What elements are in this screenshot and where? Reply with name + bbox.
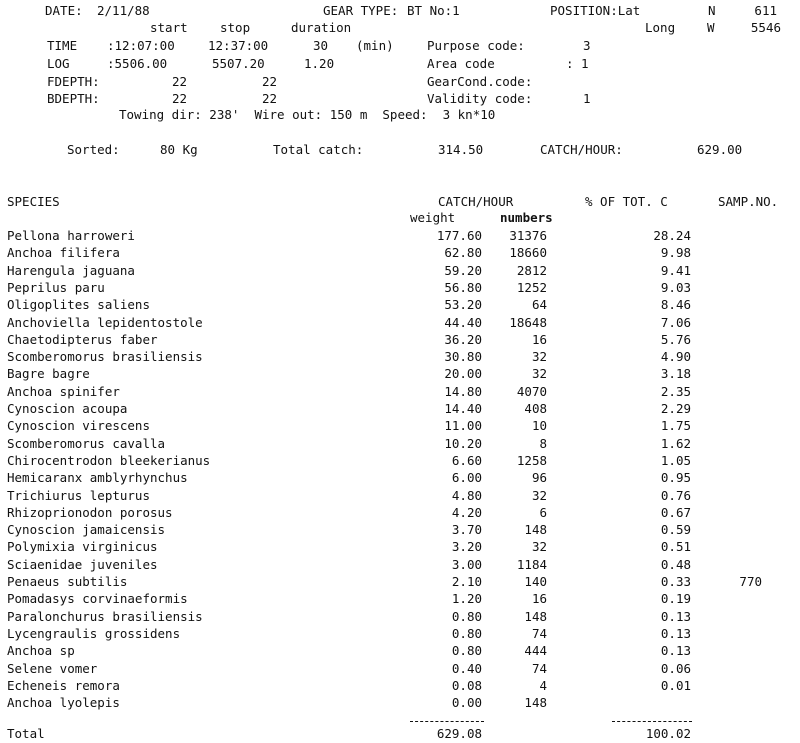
- species-cell: Rhizoprionodon porosus: [7, 504, 173, 520]
- col-catch-hour-header: CATCH/HOUR: [438, 194, 514, 209]
- lat-dir: N: [708, 3, 716, 18]
- numbers-cell: 32: [531, 366, 547, 382]
- pct-cell: 0.48: [660, 556, 691, 572]
- total-label: Total: [7, 726, 45, 741]
- table-row: [0, 694, 800, 711]
- species-cell: Peprilus paru: [7, 279, 105, 295]
- species-cell: Lycengraulis grossidens: [7, 625, 181, 641]
- gear-type-value: BT No:1: [407, 3, 460, 18]
- numbers-cell: 64: [531, 297, 547, 313]
- pct-cell: 0.59: [660, 522, 691, 538]
- species-cell: Selene vomer: [7, 660, 98, 676]
- table-row: [0, 262, 800, 279]
- numbers-cell: 1184: [516, 556, 547, 572]
- time-stop: 12:37:00: [208, 38, 269, 53]
- weight-cell: 20.00: [444, 366, 482, 382]
- pct-cell: 9.98: [660, 245, 691, 261]
- weight-cell: 59.20: [444, 262, 482, 278]
- table-row: [0, 677, 800, 694]
- purpose-code-value: 3: [583, 38, 591, 53]
- total-catch-label: Total catch:: [273, 142, 364, 157]
- numbers-cell: 148: [524, 522, 547, 538]
- weight-cell: 177.60: [436, 228, 482, 243]
- col-stop-label: stop: [220, 20, 251, 35]
- weight-cell: 14.40: [444, 401, 482, 416]
- species-cell: Penaeus subtilis: [7, 574, 128, 589]
- table-row: [0, 400, 800, 417]
- numbers-cell: 140: [524, 574, 547, 589]
- weight-cell: 36.20: [444, 331, 482, 347]
- fdepth-start: 22: [172, 74, 188, 89]
- table-row: [0, 279, 800, 296]
- table-row: [0, 331, 800, 348]
- species-cell: Chaetodipterus faber: [7, 331, 158, 347]
- table-row: [0, 590, 800, 607]
- table-row: [0, 504, 800, 521]
- weight-cell: 3.00: [451, 556, 482, 572]
- col-samp-header: SAMP.NO.: [718, 194, 779, 209]
- weight-total-rule: [410, 721, 484, 722]
- pct-cell: 1.75: [660, 418, 691, 434]
- pct-cell: 0.33: [660, 574, 691, 589]
- log-stop: 5507.20: [212, 56, 265, 71]
- weight-cell: 14.80: [444, 383, 482, 399]
- numbers-cell: 32: [531, 539, 547, 555]
- date-label: DATE:: [45, 3, 83, 18]
- long-label: Long: [645, 20, 676, 35]
- weight-cell: 56.80: [444, 279, 482, 295]
- pct-cell: 5.76: [660, 331, 691, 347]
- pct-cell: 3.18: [660, 366, 691, 382]
- validity-code-value: 1: [583, 91, 591, 106]
- species-cell: Chirocentrodon bleekerianus: [7, 452, 211, 468]
- towing-line: Towing dir: 238' Wire out: 150 m Speed: 3 kn*10: [119, 107, 496, 122]
- validity-code-label: Validity code:: [427, 91, 533, 106]
- weight-cell: 6.00: [451, 470, 482, 486]
- numbers-cell: 148: [524, 608, 547, 624]
- numbers-cell: 18648: [509, 314, 547, 330]
- time-unit: (min): [356, 38, 394, 53]
- total-weight: 629.08: [436, 726, 482, 741]
- sorted-label: Sorted:: [67, 142, 120, 157]
- pct-cell: 0.13: [660, 643, 691, 659]
- table-row: [0, 417, 800, 434]
- numbers-cell: 16: [531, 591, 547, 607]
- numbers-cell: 4070: [516, 383, 547, 399]
- table-row: [0, 625, 800, 642]
- numbers-cell: 8: [539, 435, 547, 451]
- samp-no-cell: 770: [739, 574, 762, 589]
- table-row: [0, 452, 800, 469]
- numbers-cell: 74: [531, 625, 547, 641]
- pct-cell: 7.06: [660, 314, 691, 330]
- table-row: [0, 227, 800, 244]
- time-start: :12:07:00: [107, 38, 175, 53]
- numbers-cell: 18660: [509, 245, 547, 261]
- table-row: [0, 383, 800, 400]
- pct-cell: 0.19: [660, 591, 691, 607]
- area-code-value: : 1: [566, 56, 589, 71]
- species-cell: Anchoa lyolepis: [7, 695, 120, 711]
- weight-cell: 3.20: [451, 539, 482, 555]
- weight-cell: 62.80: [444, 245, 482, 261]
- weight-cell: 0.80: [451, 643, 482, 659]
- pct-cell: 0.01: [660, 677, 691, 693]
- numbers-cell: 10: [531, 418, 547, 434]
- species-cell: Paralonchurus brasiliensis: [7, 608, 203, 624]
- sub-weight-header: weight: [410, 210, 456, 225]
- weight-cell: 4.80: [451, 487, 482, 503]
- col-species-header: SPECIES: [7, 194, 60, 209]
- pct-cell: 2.35: [660, 383, 691, 399]
- species-cell: Cynoscion virescens: [7, 418, 150, 434]
- weight-cell: 2.10: [451, 574, 482, 589]
- table-row: [0, 608, 800, 625]
- table-row: [0, 244, 800, 261]
- species-cell: Anchoviella lepidentostole: [7, 314, 203, 330]
- numbers-cell: 96: [531, 470, 547, 486]
- pct-cell: 1.62: [660, 435, 691, 451]
- sub-numbers-header: numbers: [500, 210, 553, 225]
- purpose-code-label: Purpose code:: [427, 38, 525, 53]
- table-row: [0, 538, 800, 555]
- pct-cell: 2.29: [660, 401, 691, 416]
- fdepth-label: FDEPTH:: [47, 74, 100, 89]
- numbers-cell: 31376: [509, 228, 547, 243]
- numbers-cell: 6: [539, 504, 547, 520]
- table-row: [0, 556, 800, 573]
- bdepth-start: 22: [172, 91, 188, 106]
- numbers-cell: 4: [539, 677, 547, 693]
- col-pct-header: % OF TOT. C: [585, 194, 668, 209]
- species-cell: Cynoscion acoupa: [7, 401, 128, 416]
- weight-cell: 11.00: [444, 418, 482, 434]
- weight-cell: 4.20: [451, 504, 482, 520]
- pct-cell: 0.13: [660, 608, 691, 624]
- table-row: [0, 435, 800, 452]
- weight-cell: 0.80: [451, 625, 482, 641]
- species-cell: Trichiurus lepturus: [7, 487, 150, 503]
- species-cell: Harengula jaguana: [7, 262, 135, 278]
- time-label: TIME: [47, 38, 78, 53]
- long-value: 5546: [750, 20, 781, 35]
- species-cell: Scomberomorus cavalla: [7, 435, 166, 451]
- table-row: [0, 642, 800, 659]
- gear-type-label: GEAR TYPE:: [323, 3, 399, 18]
- weight-cell: 30.80: [444, 349, 482, 365]
- col-start-label: start: [150, 20, 188, 35]
- weight-cell: 44.40: [444, 314, 482, 330]
- weight-cell: 0.08: [451, 677, 482, 693]
- bdepth-label: BDEPTH:: [47, 91, 100, 106]
- fdepth-stop: 22: [262, 74, 278, 89]
- time-duration: 30: [313, 38, 329, 53]
- numbers-cell: 2812: [516, 262, 547, 278]
- log-label: LOG: [47, 56, 70, 71]
- pct-cell: 0.95: [660, 470, 691, 486]
- species-cell: Anchoa sp: [7, 643, 75, 659]
- weight-cell: 3.70: [451, 522, 482, 538]
- pct-cell: 0.67: [660, 504, 691, 520]
- weight-cell: 0.00: [451, 695, 482, 711]
- total-pct: 100.02: [645, 726, 691, 741]
- pct-cell: 9.41: [660, 262, 691, 278]
- pct-cell: 28.24: [653, 228, 691, 243]
- weight-cell: 10.20: [444, 435, 482, 451]
- numbers-cell: 1252: [516, 279, 547, 295]
- table-row: [0, 314, 800, 331]
- numbers-cell: 32: [531, 349, 547, 365]
- col-duration-label: duration: [291, 20, 352, 35]
- species-cell: Pomadasys corvinaeformis: [7, 591, 188, 607]
- species-cell: Bagre bagre: [7, 366, 90, 382]
- species-cell: Scomberomorus brasiliensis: [7, 349, 203, 365]
- numbers-cell: 16: [531, 331, 547, 347]
- pct-total-rule: [612, 721, 692, 722]
- species-cell: Anchoa spinifer: [7, 383, 120, 399]
- table-row: [0, 521, 800, 538]
- position-label: POSITION:Lat: [550, 3, 641, 18]
- table-row: [0, 348, 800, 365]
- pct-cell: 1.05: [660, 452, 691, 468]
- weight-cell: 0.40: [451, 660, 482, 676]
- numbers-cell: 408: [524, 401, 547, 416]
- pct-cell: 4.90: [660, 349, 691, 365]
- species-cell: Pellona harroweri: [7, 228, 135, 243]
- area-code-label: Area code: [427, 56, 495, 71]
- species-cell: Anchoa filifera: [7, 245, 120, 261]
- weight-cell: 1.20: [451, 591, 482, 607]
- weight-cell: 53.20: [444, 297, 482, 313]
- numbers-cell: 444: [524, 643, 547, 659]
- log-duration: 1.20: [304, 56, 335, 71]
- species-cell: Cynoscion jamaicensis: [7, 522, 166, 538]
- pct-cell: 0.51: [660, 539, 691, 555]
- table-row: [0, 296, 800, 313]
- pct-cell: 0.06: [660, 660, 691, 676]
- sorted-value: 80 Kg: [160, 142, 198, 157]
- species-cell: Polymixia virginicus: [7, 539, 158, 555]
- table-row: [0, 573, 800, 590]
- gearcond-code-label: GearCond.code:: [427, 74, 533, 89]
- species-cell: Hemicaranx amblyrhynchus: [7, 470, 188, 486]
- total-catch-value: 314.50: [438, 142, 484, 157]
- table-row: [0, 660, 800, 677]
- pct-cell: 8.46: [660, 297, 691, 313]
- pct-cell: 0.13: [660, 625, 691, 641]
- weight-cell: 6.60: [451, 452, 482, 468]
- table-row: [0, 469, 800, 486]
- log-start: :5506.00: [107, 56, 168, 71]
- numbers-cell: 74: [531, 660, 547, 676]
- catch-per-hour-label: CATCH/HOUR:: [540, 142, 623, 157]
- numbers-cell: 1258: [516, 452, 547, 468]
- weight-cell: 0.80: [451, 608, 482, 624]
- table-row: [0, 487, 800, 504]
- date-value: 2/11/88: [97, 3, 150, 18]
- numbers-cell: 32: [531, 487, 547, 503]
- table-row: [0, 365, 800, 382]
- lat-value: 611: [754, 3, 777, 18]
- numbers-cell: 148: [524, 695, 547, 711]
- species-cell: Oligoplites saliens: [7, 297, 150, 313]
- species-cell: Echeneis remora: [7, 677, 120, 693]
- pct-cell: 0.76: [660, 487, 691, 503]
- long-dir: W: [707, 20, 715, 35]
- bdepth-stop: 22: [262, 91, 278, 106]
- catch-per-hour-value: 629.00: [697, 142, 743, 157]
- pct-cell: 9.03: [660, 279, 691, 295]
- species-cell: Sciaenidae juveniles: [7, 556, 158, 572]
